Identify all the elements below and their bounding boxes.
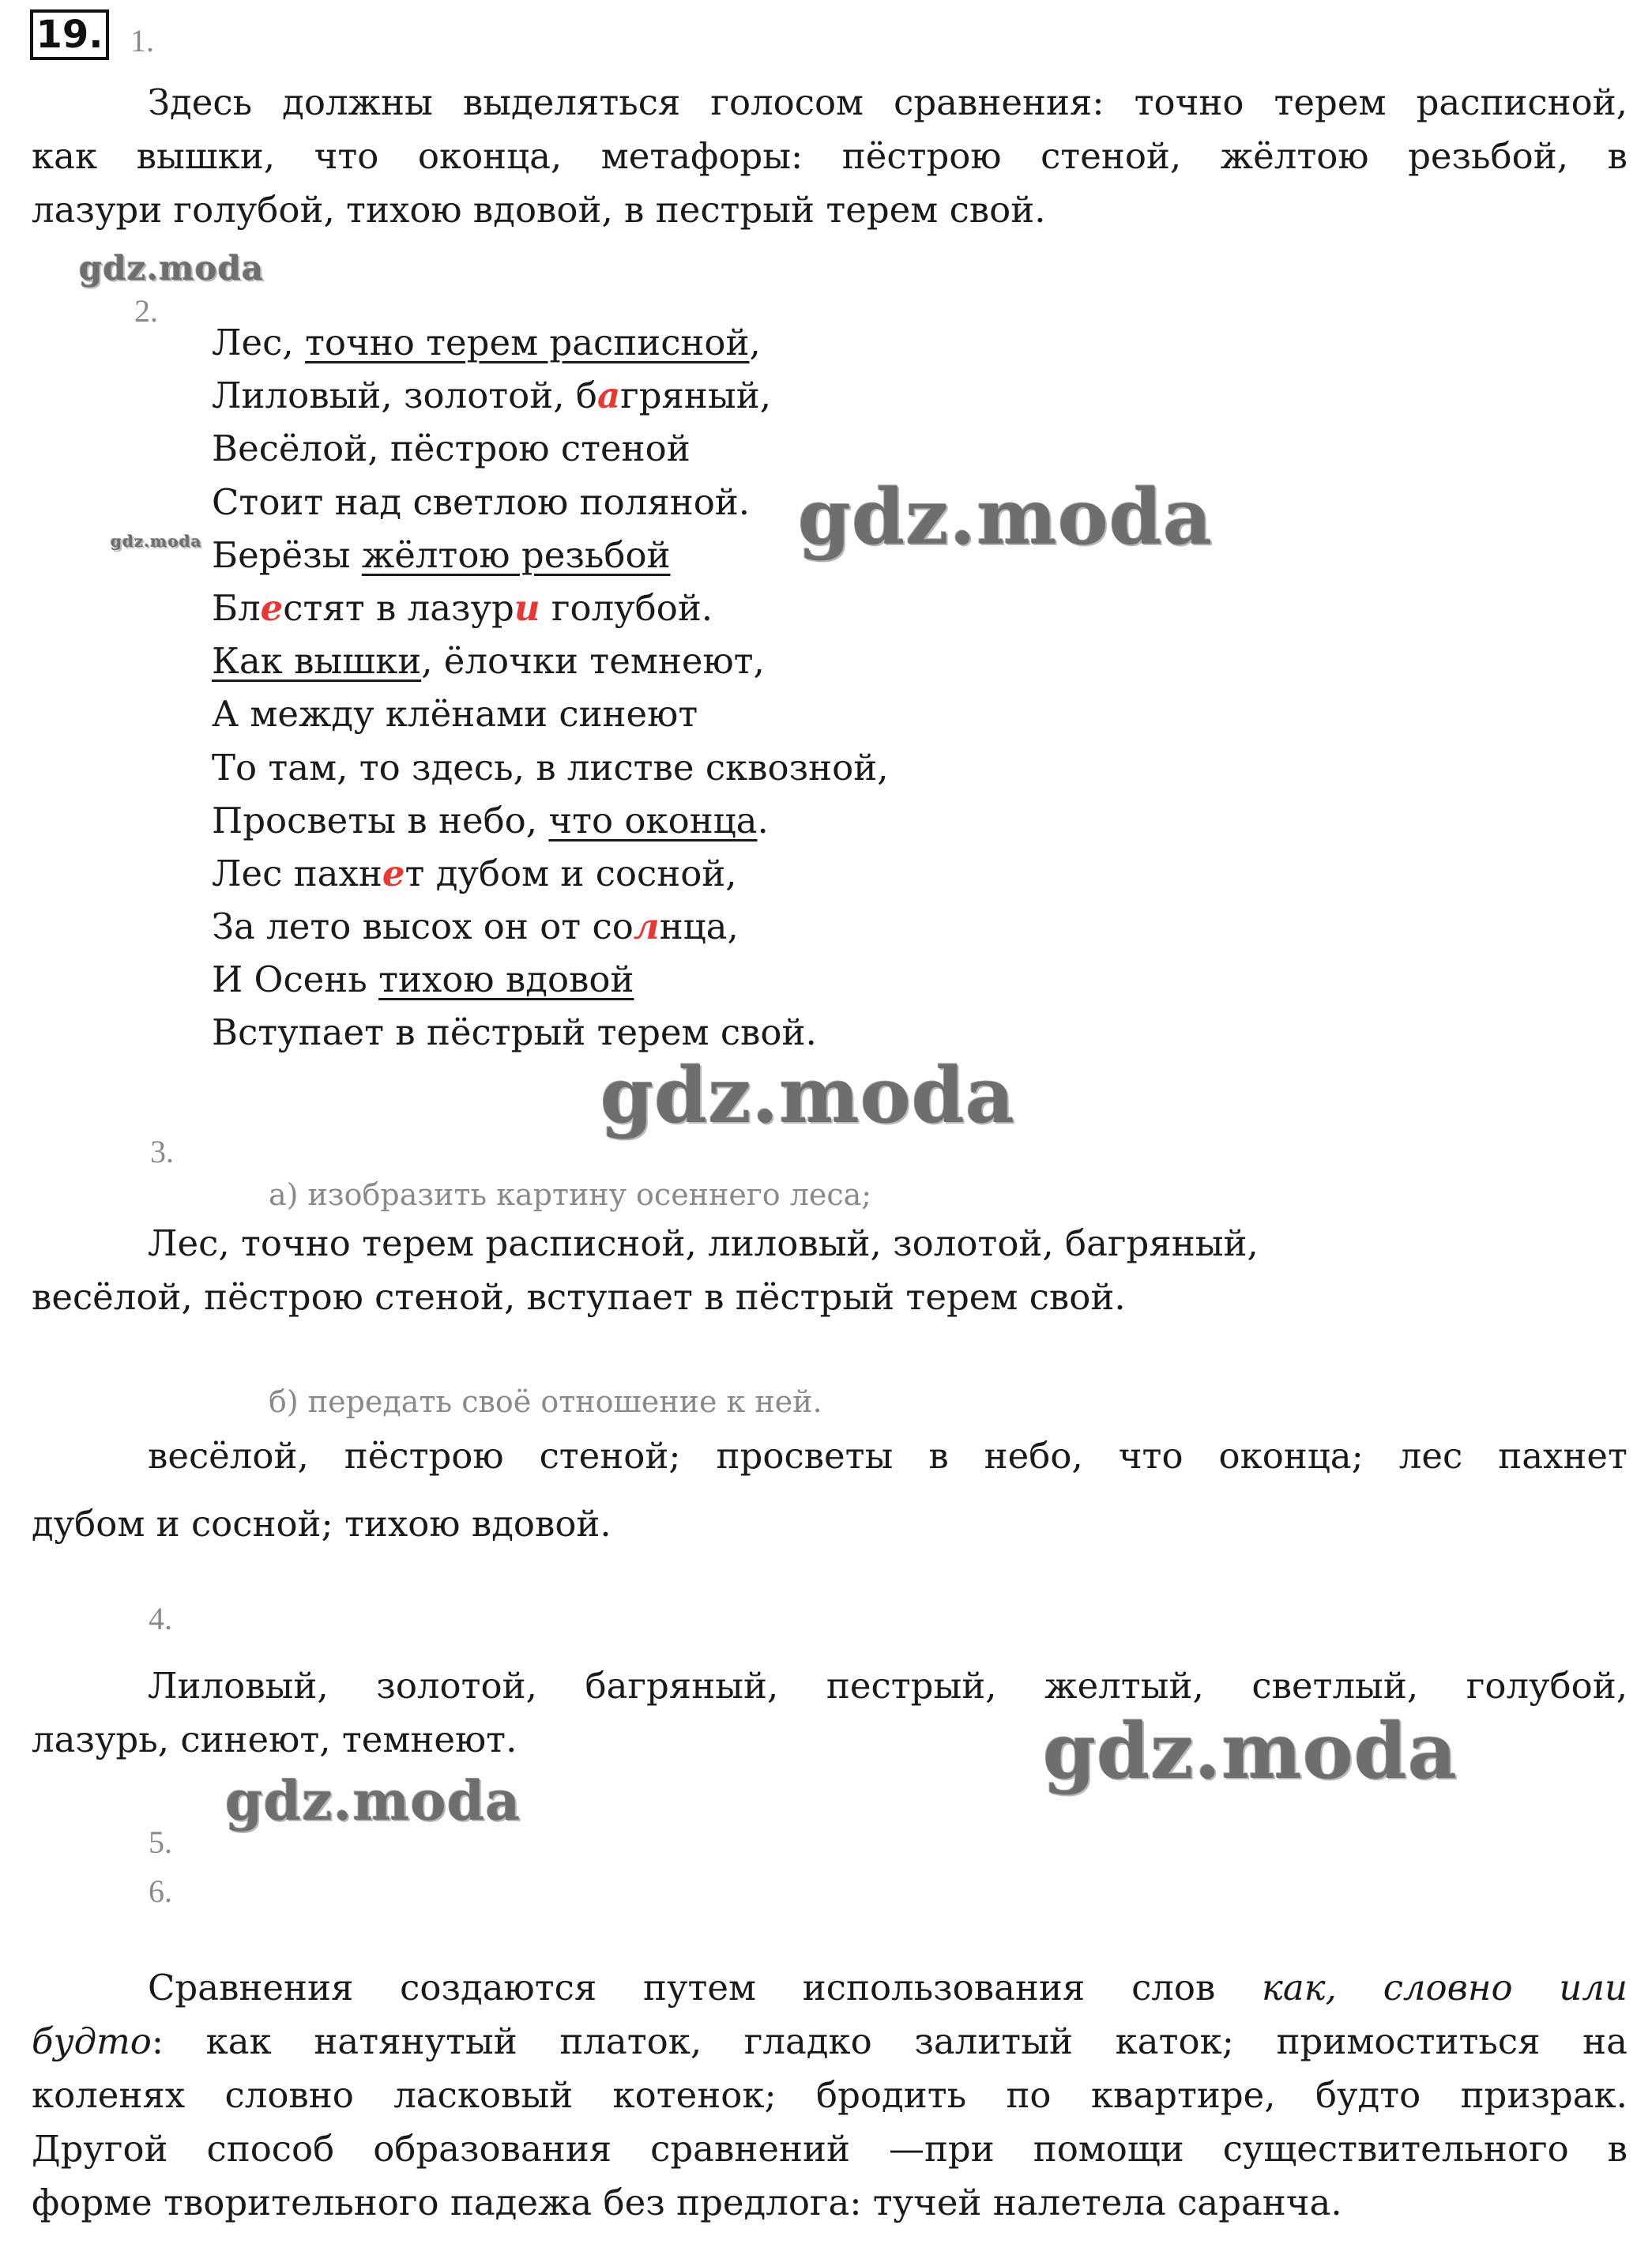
section-3-number: 3.: [150, 1134, 174, 1169]
word: Здесь: [148, 81, 253, 123]
word: сравнения:: [894, 81, 1104, 123]
word: или: [1559, 1967, 1628, 2009]
word: стеной,: [1040, 135, 1182, 177]
word: на: [1582, 2020, 1628, 2062]
word: метафоры:: [600, 135, 803, 177]
answer-line: форме творительного падежа без предлога: тучей налетела саранча.: [32, 2182, 1342, 2223]
word: способ: [206, 2128, 335, 2170]
watermark: gdz.moda: [111, 532, 202, 551]
word: гладко: [743, 2020, 872, 2062]
poem-line: Блестят в лазури голубой.: [212, 586, 713, 629]
word: должны: [282, 81, 433, 123]
poem-line: Берёзы жёлтою резьбой: [212, 533, 671, 576]
word: в: [1607, 2128, 1628, 2170]
word: желтый,: [1044, 1665, 1204, 1707]
word: оконца,: [417, 135, 563, 177]
word: котенок;: [612, 2074, 777, 2116]
word: расписной,: [1416, 81, 1628, 123]
word: пестрый,: [826, 1665, 997, 1707]
answer-line: [32, 2015, 1628, 2069]
word: Сравнения: [148, 1967, 354, 2009]
word: бродить: [816, 2074, 967, 2116]
word: в: [1607, 135, 1628, 177]
word: будто:: [32, 2020, 164, 2062]
task-number: 19.: [30, 9, 109, 60]
poem-line: За лето высох он от солнца,: [212, 905, 739, 948]
word: Другой: [32, 2128, 168, 2170]
word: выделяться: [462, 81, 681, 123]
section-5-number: 5.: [149, 1824, 172, 1860]
word: будто: [32, 2020, 152, 2062]
faded-text: [205, 1600, 216, 1636]
watermark: gdz.moda: [225, 1770, 521, 1833]
word: путем: [642, 1967, 756, 2009]
poem-line: Как вышки, ёлочки темнеют,: [212, 640, 765, 683]
word: лес: [1398, 1435, 1463, 1477]
word: натянутый: [314, 2020, 517, 2062]
word: пёстрою: [344, 1435, 504, 1477]
word: словно: [224, 2074, 354, 2116]
word: использования: [802, 1967, 1086, 2009]
word: залитый: [914, 2020, 1074, 2062]
word: словно: [1383, 1967, 1513, 2009]
word: существительного: [1222, 2128, 1569, 2170]
word: создаются: [400, 1967, 597, 2009]
word: весёлой,: [148, 1435, 309, 1477]
word: в: [928, 1435, 949, 1477]
word: стеной;: [539, 1435, 681, 1477]
answer-line: Лес, точно терем расписной, лиловый, золотой, багряный,: [148, 1222, 1259, 1264]
subtask-b: б) передать своё отношение к ней.: [269, 1384, 822, 1419]
answer-line: [32, 2069, 1628, 2122]
answer-line: дубом и сосной; тихою вдовой.: [32, 1503, 612, 1545]
word: терем: [1274, 81, 1387, 123]
word: призрак.: [1460, 2074, 1628, 2116]
word: слов: [1131, 1967, 1216, 2009]
word: помощи: [1033, 2128, 1184, 2170]
watermark: gdz.moda: [600, 1051, 1016, 1140]
subtask-a: а) изобразить картину осеннего леса;: [269, 1177, 872, 1212]
word: по: [1006, 2074, 1052, 2116]
watermark: gdz.moda: [1043, 1707, 1458, 1796]
word: голубой,: [1466, 1665, 1628, 1707]
answer-line: [32, 2122, 1628, 2176]
answer-line: весёлой, пёстрою стеной, вступает в пёстрый терем свой.: [32, 1276, 1126, 1318]
watermark: gdz.moda: [79, 249, 265, 288]
poem-line: А между клёнами синеют: [212, 693, 698, 736]
section-1-answer: [32, 76, 1628, 237]
section-4-number: 4.: [149, 1601, 172, 1636]
word: квартире,: [1090, 2074, 1276, 2116]
answer-line: лазурь, синеют, темнеют.: [32, 1719, 517, 1760]
word: небо,: [984, 1435, 1083, 1477]
word: ласковый: [393, 2074, 574, 2116]
section-1-number: 1.: [130, 23, 154, 58]
word: что: [314, 135, 379, 177]
word: светлый,: [1251, 1665, 1419, 1707]
poem-line: Весёлой, пёстрою стеной: [212, 427, 691, 470]
poem-line: Просветы в небо, что оконца.: [212, 799, 769, 841]
word: пёстрою: [841, 135, 1002, 177]
word: жёлтою: [1220, 135, 1369, 177]
section-6-number: 6.: [149, 1873, 172, 1909]
answer-line: [32, 130, 1628, 183]
answer-line: [32, 1961, 1628, 2015]
word: Лиловый,: [148, 1665, 329, 1707]
word: как: [205, 2020, 272, 2062]
word: золотой,: [376, 1665, 537, 1707]
watermark: gdz.moda: [798, 473, 1214, 562]
poem-line: Лиловый, золотой, багряный,: [212, 375, 772, 417]
poem-line: Вступает в пёстрый терем свой.: [212, 1011, 817, 1054]
word: как,: [1262, 1967, 1337, 2009]
word: каток;: [1115, 2020, 1234, 2062]
word: —при: [888, 2128, 995, 2170]
answer-line: [32, 1659, 1628, 1713]
word: резьбой,: [1408, 135, 1569, 177]
word: примоститься: [1276, 2020, 1541, 2062]
word: просветы: [716, 1435, 894, 1477]
word: будто: [1315, 2074, 1421, 2116]
word: коленях: [32, 2074, 186, 2116]
answer-line: лазури голубой, тихою вдовой, в пестрый терем свой.: [32, 189, 1046, 231]
word: как: [32, 135, 98, 177]
section-6-answer: [32, 1961, 1628, 2230]
poem-line: И Осень тихою вдовой: [212, 958, 634, 1001]
word: пахнет: [1498, 1435, 1628, 1477]
word: багряный,: [585, 1665, 779, 1707]
word: точно: [1134, 81, 1244, 123]
section-3b-answer: [32, 1422, 1628, 1558]
poem: [212, 316, 889, 1060]
answer-line: [32, 1422, 1628, 1490]
poem-line: Лес пахнет дубом и сосной,: [212, 852, 737, 894]
section-2-number: 2.: [134, 293, 158, 329]
poem-line: То там, то здесь, в листве сквозной,: [212, 746, 889, 789]
word: образования: [373, 2128, 612, 2170]
word: вышки,: [136, 135, 276, 177]
word: платок,: [559, 2020, 702, 2062]
word: сравнений: [650, 2128, 850, 2170]
word: что: [1118, 1435, 1183, 1477]
poem-line: Лес, точно терем расписной,: [212, 322, 761, 363]
poem-line: Стоит над светлою поляной.: [212, 480, 751, 523]
word: оконца;: [1218, 1435, 1364, 1477]
answer-line: [32, 76, 1628, 130]
section-3a-answer: [32, 1217, 1628, 1324]
word: голосом: [710, 81, 864, 123]
